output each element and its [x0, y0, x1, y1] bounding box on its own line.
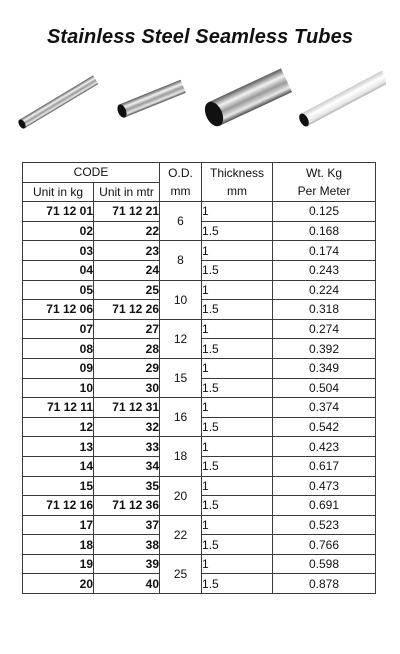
thickness: 1: [202, 398, 273, 418]
outer-diameter: 20: [160, 476, 202, 515]
table-row: [23, 202, 376, 222]
unit-mtr-code: 28: [94, 339, 160, 359]
thickness: 1: [202, 437, 273, 457]
weight-per-meter: 0.392: [273, 339, 376, 359]
weight-per-meter: 0.174: [273, 241, 376, 261]
thickness: 1.5: [202, 378, 273, 398]
page-title: Stainless Steel Seamless Tubes: [46, 26, 354, 48]
thickness: 1.5: [202, 496, 273, 516]
unit-kg-code: 07: [23, 319, 94, 339]
thickness: 1: [202, 515, 273, 535]
weight-per-meter: 0.318: [273, 300, 376, 320]
unit-mtr-code: 29: [94, 358, 160, 378]
thickness: 1.5: [202, 456, 273, 476]
unit-mtr-code: 33: [94, 437, 160, 457]
unit-kg-code: 12: [23, 417, 94, 437]
thickness: 1.5: [202, 574, 273, 594]
header-code: CODE: [23, 163, 160, 183]
unit-mtr-code: 34: [94, 456, 160, 476]
thickness: 1: [202, 319, 273, 339]
unit-kg-code: 04: [23, 260, 94, 280]
weight-per-meter: 0.523: [273, 515, 376, 535]
tube-image-3: [201, 68, 292, 129]
outer-diameter: 10: [160, 280, 202, 319]
outer-diameter: 25: [160, 554, 202, 593]
header-od-line1: O.D.: [168, 166, 193, 181]
thickness: 1: [202, 554, 273, 574]
unit-mtr-code: 71 12 31: [94, 398, 160, 418]
thickness: 1: [202, 476, 273, 496]
unit-kg-code: 15: [23, 476, 94, 496]
weight-per-meter: 0.617: [273, 456, 376, 476]
unit-mtr-code: 71 12 36: [94, 496, 160, 516]
unit-kg-code: 71 12 16: [23, 496, 94, 516]
unit-kg-code: 05: [23, 280, 94, 300]
unit-kg-code: 71 12 01: [23, 202, 94, 222]
weight-per-meter: 0.125: [273, 202, 376, 222]
unit-kg-code: 71 12 11: [23, 398, 94, 418]
unit-kg-code: 10: [23, 378, 94, 398]
thickness: 1.5: [202, 221, 273, 241]
thickness: 1: [202, 358, 273, 378]
table-row: [23, 280, 376, 300]
outer-diameter: 16: [160, 398, 202, 437]
outer-diameter: 22: [160, 515, 202, 554]
table-row: [23, 515, 376, 535]
unit-mtr-code: 71 12 26: [94, 300, 160, 320]
thickness: 1: [202, 241, 273, 261]
unit-kg-code: 13: [23, 437, 94, 457]
unit-mtr-code: 23: [94, 241, 160, 261]
unit-kg-code: 71 12 06: [23, 300, 94, 320]
header-weight: [273, 163, 376, 202]
outer-diameter: 15: [160, 358, 202, 397]
header-thickness-line1: Thickness: [210, 166, 265, 181]
table-row: [23, 241, 376, 261]
header-od-line2: mm: [170, 184, 191, 199]
unit-kg-code: 18: [23, 535, 94, 555]
thickness: 1: [202, 280, 273, 300]
weight-per-meter: 0.349: [273, 358, 376, 378]
unit-mtr-code: 22: [94, 221, 160, 241]
tube-image-2: [116, 80, 186, 119]
weight-per-meter: 0.274: [273, 319, 376, 339]
weight-per-meter: 0.473: [273, 476, 376, 496]
weight-per-meter: 0.504: [273, 378, 376, 398]
weight-per-meter: 0.423: [273, 437, 376, 457]
unit-mtr-code: 30: [94, 378, 160, 398]
unit-mtr-code: 39: [94, 554, 160, 574]
unit-mtr-code: 25: [94, 280, 160, 300]
thickness: 1.5: [202, 260, 273, 280]
tube-image-4: [297, 71, 386, 128]
unit-kg-code: 14: [23, 456, 94, 476]
weight-per-meter: 0.766: [273, 535, 376, 555]
table-row: [23, 358, 376, 378]
weight-per-meter: 0.374: [273, 398, 376, 418]
unit-mtr-code: 24: [94, 260, 160, 280]
weight-per-meter: 0.243: [273, 260, 376, 280]
table-row: [23, 476, 376, 496]
table-row: [23, 398, 376, 418]
thickness: 1: [202, 202, 273, 222]
unit-mtr-code: 37: [94, 515, 160, 535]
outer-diameter: 6: [160, 202, 202, 241]
header-od: [160, 163, 202, 202]
table-row: [23, 319, 376, 339]
weight-per-meter: 0.168: [273, 221, 376, 241]
header-weight-line2: Per Meter: [297, 184, 351, 199]
weight-per-meter: 0.224: [273, 280, 376, 300]
unit-kg-code: 17: [23, 515, 94, 535]
unit-mtr-code: 71 12 21: [94, 202, 160, 222]
unit-kg-code: 02: [23, 221, 94, 241]
unit-mtr-code: 35: [94, 476, 160, 496]
unit-kg-code: 20: [23, 574, 94, 594]
unit-mtr-code: 40: [94, 574, 160, 594]
weight-per-meter: 0.542: [273, 417, 376, 437]
unit-mtr-code: 32: [94, 417, 160, 437]
thickness: 1.5: [202, 417, 273, 437]
header-thickness: [202, 163, 273, 202]
weight-per-meter: 0.878: [273, 574, 376, 594]
outer-diameter: 18: [160, 437, 202, 476]
header-unit-mtr: Unit in mtr: [94, 182, 160, 202]
header-weight-line1: Wt. Kg: [306, 166, 343, 181]
table-row: [23, 437, 376, 457]
unit-kg-code: 03: [23, 241, 94, 261]
thickness: 1.5: [202, 339, 273, 359]
thickness: 1.5: [202, 300, 273, 320]
table-row: [23, 554, 376, 574]
weight-per-meter: 0.691: [273, 496, 376, 516]
thickness: 1.5: [202, 535, 273, 555]
unit-mtr-code: 27: [94, 319, 160, 339]
unit-kg-code: 08: [23, 339, 94, 359]
unit-mtr-code: 38: [94, 535, 160, 555]
outer-diameter: 8: [160, 241, 202, 280]
outer-diameter: 12: [160, 319, 202, 358]
tube-spec-table: [22, 162, 376, 594]
unit-kg-code: 19: [23, 554, 94, 574]
unit-kg-code: 09: [23, 358, 94, 378]
header-thickness-line2: mm: [227, 184, 248, 199]
tube-image-1: [17, 75, 98, 129]
weight-per-meter: 0.598: [273, 554, 376, 574]
header-unit-kg: Unit in kg: [23, 182, 94, 202]
tube-product-images: [14, 68, 386, 148]
